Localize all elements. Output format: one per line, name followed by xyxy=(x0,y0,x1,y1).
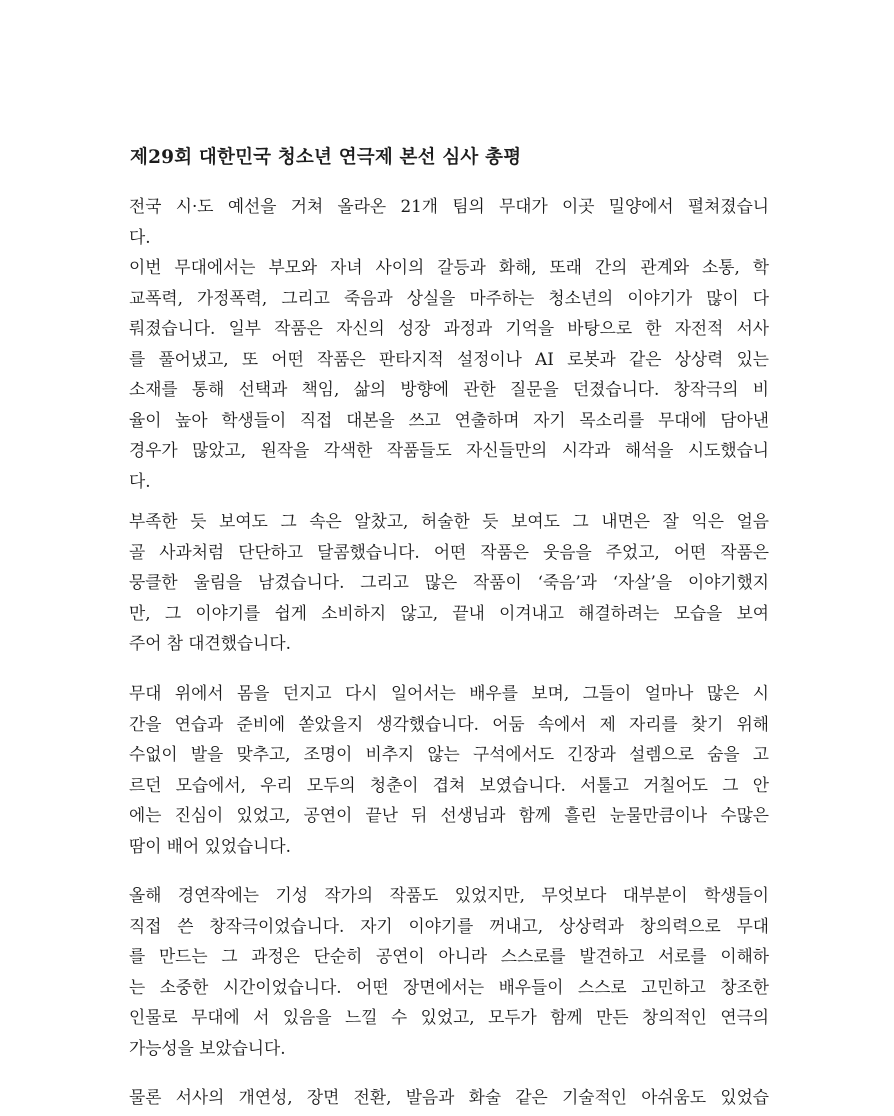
paragraph-line: 만, 그 이야기를 쉽게 소비하지 않고, 끝내 이겨내고 해결하려는 모습을 보여 xyxy=(129,602,769,623)
paragraph-line: 골 사과처럼 단단하고 달콤했습니다. 어떤 작품은 웃음을 주었고, 어떤 작품은 xyxy=(129,541,769,562)
paragraph-line: 뭉클한 울림을 남겼습니다. 그리고 많은 작품이 ‘죽음’과 ‘자살’을 이야기했지 xyxy=(129,572,769,592)
paragraph-line: 전국 시·도 예선을 거쳐 올라온 21개 팀의 무대가 이곳 밀양에서 펼쳐졌습니 xyxy=(129,196,769,216)
paragraph-line: 수없이 발을 맞추고, 조명이 비추지 않는 구석에서도 긴장과 설렘으로 숨을 고 xyxy=(129,744,769,764)
paragraph-line: 를 풀어냈고, 또 어떤 작품은 판타지적 설정이나 AI 로봇과 같은 상상력 있는 xyxy=(129,348,769,369)
paragraph-line: 에는 진심이 있었고, 공연이 끝난 뒤 선생님과 함께 흘린 눈물만큼이나 수많은 xyxy=(129,805,769,825)
paragraph-3 xyxy=(129,678,769,861)
paragraph-line: 다. xyxy=(129,226,151,247)
paragraph-line: 를 만드는 그 과정은 단순히 공연이 아니라 스스로를 발견하고 서로를 이해하 xyxy=(129,946,769,966)
document-title: 제29회 대한민국 청소년 연극제 본선 심사 총평 xyxy=(130,147,522,168)
paragraph-line: 가능성을 보았습니다. xyxy=(129,1037,286,1058)
paragraph-line: 경우가 많았고, 원작을 각색한 작품들도 자신들만의 시각과 해석을 시도했습니 xyxy=(129,440,769,460)
paragraph-line: 직접 쓴 창작극이었습니다. 자기 이야기를 꺼내고, 상상력과 창의력으로 무대 xyxy=(129,915,769,936)
paragraph-line: 간을 연습과 준비에 쏟았을지 생각했습니다. 어둠 속에서 제 자리를 찾기 위해 xyxy=(129,713,769,734)
paragraph-line: 르던 모습에서, 우리 모두의 청춘이 겹쳐 보였습니다. 서툴고 거칠어도 그 안 xyxy=(129,774,769,795)
paragraph-line: 땀이 배어 있었습니다. xyxy=(129,835,291,856)
paragraph-line: 교폭력, 가정폭력, 그리고 죽음과 상실을 마주하는 청소년의 이야기가 많이 다 xyxy=(129,287,769,308)
paragraph-line: 인물로 무대에 서 있음을 느낄 수 있었고, 모두가 함께 만든 창의적인 연극의 xyxy=(129,1007,769,1027)
paragraph-2 xyxy=(129,506,769,659)
paragraph-line: 주어 참 대견했습니다. xyxy=(129,633,291,653)
paragraph-line: 무대 위에서 몸을 던지고 다시 일어서는 배우를 보며, 그들이 얼마나 많은 시 xyxy=(129,683,769,703)
paragraph-line: 이번 무대에서는 부모와 자녀 사이의 갈등과 화해, 또래 간의 관계와 소통, 학 xyxy=(129,257,769,277)
paragraph-line: 올해 경연작에는 기성 작가의 작품도 있었지만, 무엇보다 대부분이 학생들이 xyxy=(129,885,769,905)
paragraph-line: 다. xyxy=(129,470,151,491)
paragraph-line: 소재를 통해 선택과 책임, 삶의 방향에 관한 질문을 던졌습니다. 창작극의 비 xyxy=(129,379,769,399)
paragraph-line: 율이 높아 학생들이 직접 대본을 쓰고 연출하며 자기 목소리를 무대에 담아낸 xyxy=(129,409,769,430)
paragraph-line: 는 소중한 시간이었습니다. 어떤 장면에서는 배우들이 스스로 고민하고 창조한 xyxy=(129,976,769,997)
paragraph-4 xyxy=(129,880,769,1063)
paragraph-5 xyxy=(129,1082,769,1113)
paragraph-line: 뤄졌습니다. 일부 작품은 자신의 성장 과정과 기억을 바탕으로 한 자전적 서사 xyxy=(129,318,769,338)
paragraph-line: 부족한 듯 보여도 그 속은 알찼고, 허술한 듯 보여도 그 내면은 잘 익은 얼음 xyxy=(129,511,769,531)
paragraph-line: 물론 서사의 개연성, 장면 전환, 발음과 화술 같은 기술적인 아쉬움도 있었습 xyxy=(129,1087,769,1107)
paragraph-1 xyxy=(129,191,769,496)
